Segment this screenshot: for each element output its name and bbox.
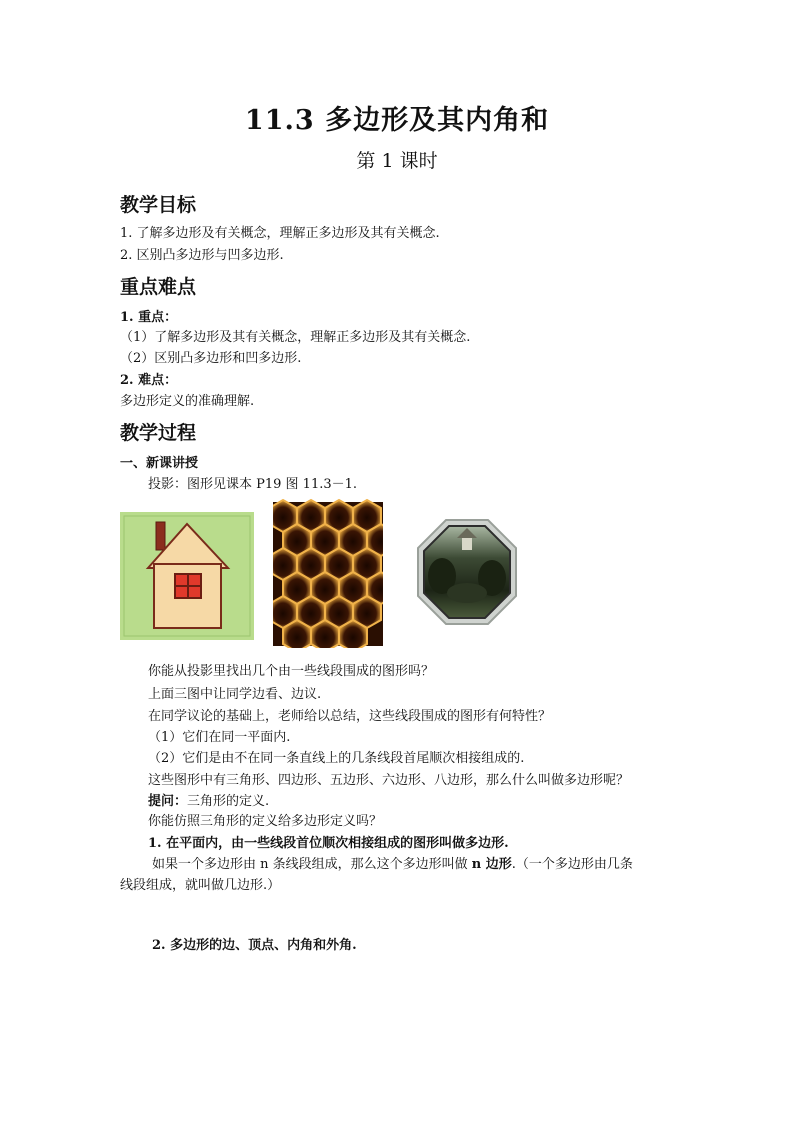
para-discuss: 上面三图中让同学边看、边议. (148, 687, 322, 702)
difficulty-text: 多边形定义的准确理解. (120, 394, 255, 409)
para-polygon-types: 这些图形中有三角形、四边形、五边形、六边形、八边形，那么什么叫做多边形呢？ (148, 773, 630, 788)
heading-process: 教学过程 (120, 422, 197, 444)
page-title: 11.3 多边形及其内角和 (244, 105, 550, 136)
para-question-prompt (148, 790, 269, 809)
house-picture (120, 498, 254, 648)
property-1: （1）它们在同一平面内. (148, 730, 291, 745)
para-n-gon (152, 853, 633, 872)
objective-1: 1. 了解多边形及有关概念，理解正多边形及其有关概念. (120, 226, 440, 241)
question-text: 三角形的定义. (187, 794, 270, 809)
heading-keypoints: 重点难点 (120, 276, 197, 298)
question-label: 提问： (148, 794, 188, 809)
para-n-gon-continued: 线段组成，就叫做几边形.） (120, 878, 281, 893)
key-item-2: （2）区别凸多边形和凹多边形. (120, 351, 302, 366)
subheading-new-lesson: 一、新课讲授 (120, 456, 199, 471)
honeycomb-picture (273, 498, 383, 648)
key-label: 1. 重点： (120, 310, 178, 325)
n-gon-text-a: 如果一个多边形由 n 条线段组成，那么这个多边形叫做 (152, 857, 472, 872)
n-gon-term: n 边形 (471, 857, 512, 872)
heading-objectives: 教学目标 (120, 194, 197, 216)
key-item-1: （1）了解多边形及其有关概念，理解正多边形及其有关概念. (120, 330, 471, 345)
definition-2: 2. 多边形的边、顶点、内角和外角. (152, 938, 357, 953)
figure-strip (120, 498, 532, 648)
projection-text: 投影：图形见课本 P19 图 11.3－1. (148, 477, 358, 492)
property-2: （2）它们是由不在同一条直线上的几条线段首尾顺次相接组成的. (148, 751, 525, 766)
octagon-window-picture (402, 498, 532, 648)
n-gon-text-c: .（一个多边形由几条 (511, 857, 633, 872)
para-summary: 在同学议论的基础上，老师给以总结，这些线段围成的图形有何特性？ (148, 709, 552, 724)
para-question-1: 你能从投影里找出几个由一些线段围成的图形吗？ (148, 664, 435, 679)
definition-1: 1. 在平面内，由一些线段首位顺次相接组成的图形叫做多边形. (148, 836, 509, 851)
para-define-prompt: 你能仿照三角形的定义给多边形定义吗？ (148, 814, 383, 829)
page-subtitle: 第 1 课时 (356, 150, 438, 172)
difficulty-label: 2. 难点： (120, 373, 178, 388)
objective-2: 2. 区别凸多边形与凹多边形. (120, 248, 284, 263)
